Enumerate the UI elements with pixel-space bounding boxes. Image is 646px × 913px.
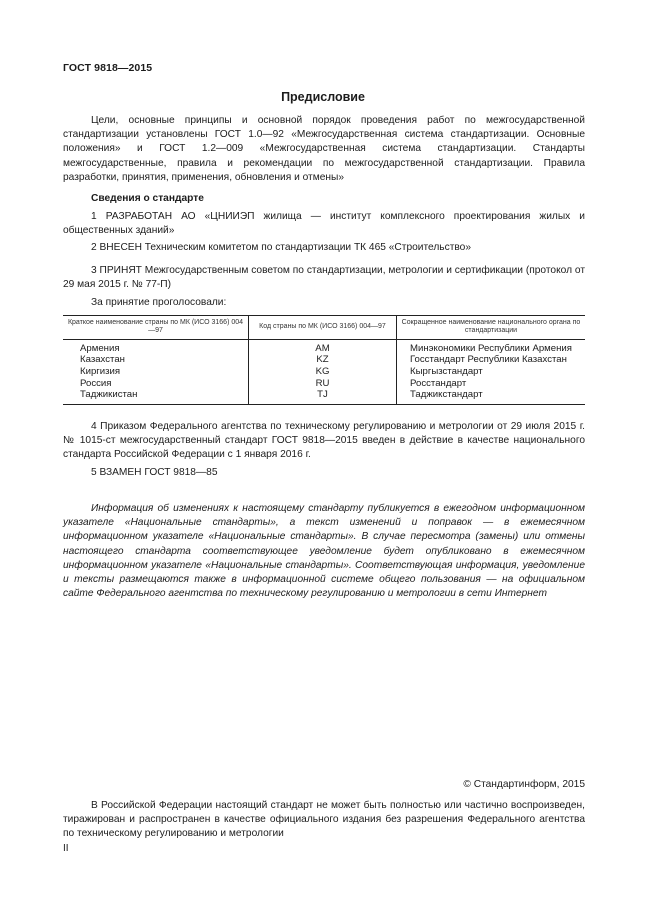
item-introduced: 2 ВНЕСЕН Техническим комитетом по стандартизации ТК 465 «Строительство» — [91, 242, 471, 253]
item-replaces: 5 ВЗАМЕН ГОСТ 9818—85 — [91, 467, 218, 478]
vote-table-header — [63, 316, 585, 340]
header-country: Краткое наименование страны по МК (ИСО 3166) 004—97 — [63, 316, 249, 340]
body-cell: Росстандарт — [397, 378, 586, 390]
header-body: Сокращенное наименование национального органа по стандартизации — [397, 316, 586, 340]
body-cell: Таджикстандарт — [397, 389, 586, 404]
country-cell: Армения — [80, 342, 120, 354]
page-title: Предисловие — [281, 90, 365, 104]
body-cell: Минэкономики Республики Армения — [397, 339, 586, 354]
amendment-notice: Информация об изменениях к настоящему стандарту публикуется в ежегодном информационном указателе «Национальные стандарты», а текст изменений и поправок — в ежемесячном информационном указателе «Национальные стандарты». В случае пересмотра (замены) или отмены настоящего стандарта соответствующее уведомление будет опубликовано в ежемесячном информационном указателе «Национальные стандарты». Соответствующая информация, уведомление и тексты размещаются также в информационной системе общего пользования — на официальном сайте Федерального агентства по техническому регулированию и метрологии в сети Интернет — [63, 503, 585, 600]
table-row — [63, 366, 585, 378]
item-enacted: 4 Приказом Федерального агентства по техническому регулированию и метрологии от 29 июля 2015 г. № 1015-ст межгосударственный стандарт ГОСТ 9818—2015 введен в действие в качестве национального стандарта Российской Федерации с 1 января 2016 г. — [63, 421, 585, 461]
code-cell: TJ — [249, 389, 397, 404]
table-row — [63, 339, 585, 354]
code-cell: KZ — [249, 354, 397, 366]
body-cell: Госстандарт Республики Казахстан — [397, 354, 586, 366]
page-number: II — [63, 843, 69, 854]
info-heading: Сведения о стандарте — [91, 193, 204, 204]
body-cell: Кыргызстандарт — [397, 366, 586, 378]
table-row — [63, 389, 585, 404]
item-developed: 1 РАЗРАБОТАН АО «ЦНИИЭП жилища — институт комплексного проектирования жилых и общественных зданий» — [63, 211, 585, 237]
table-row — [63, 378, 585, 390]
document-id: ГОСТ 9818—2015 — [63, 62, 153, 74]
code-cell: KG — [249, 366, 397, 378]
country-cell: Киргизия — [80, 366, 121, 377]
country-cell: Россия — [80, 377, 112, 389]
vote-table — [63, 315, 585, 405]
reproduction-notice: В Российской Федерации настоящий стандарт не может быть полностью или частично воспроизведен, тиражирован и распространен в качестве официального издания без разрешения Федерального агентства по техническому регулированию и метрологии — [63, 800, 585, 840]
country-cell: Казахстан — [80, 354, 125, 366]
intro-paragraph: Цели, основные принципы и основной порядок проведения работ по межгосударственной стандартизации установлены ГОСТ 1.0—92 «Межгосударственная система стандартизации. Основные положения» и ГОСТ 1.2—009 «Межгосударственная система стандартизации. Стандарты межгосударственные, правила и рекомендации по межгосударственной стандартизации. Правила разработки, принятия, применения, обновления и отмены» — [63, 115, 585, 183]
item-adopted: 3 ПРИНЯТ Межгосударственным советом по стандартизации, метрологии и сертификации (протокол от 29 мая 2015 г. № 77-П) — [63, 265, 585, 291]
copyright: © Стандартинформ, 2015 — [463, 779, 585, 790]
header-code: Код страны по МК (ИСО 3166) 004—97 — [249, 316, 397, 340]
table-row — [63, 354, 585, 366]
code-cell: RU — [249, 378, 397, 390]
voted-label: За принятие проголосовали: — [91, 297, 227, 308]
code-cell: AM — [249, 339, 397, 354]
country-cell: Таджикистан — [63, 389, 249, 404]
